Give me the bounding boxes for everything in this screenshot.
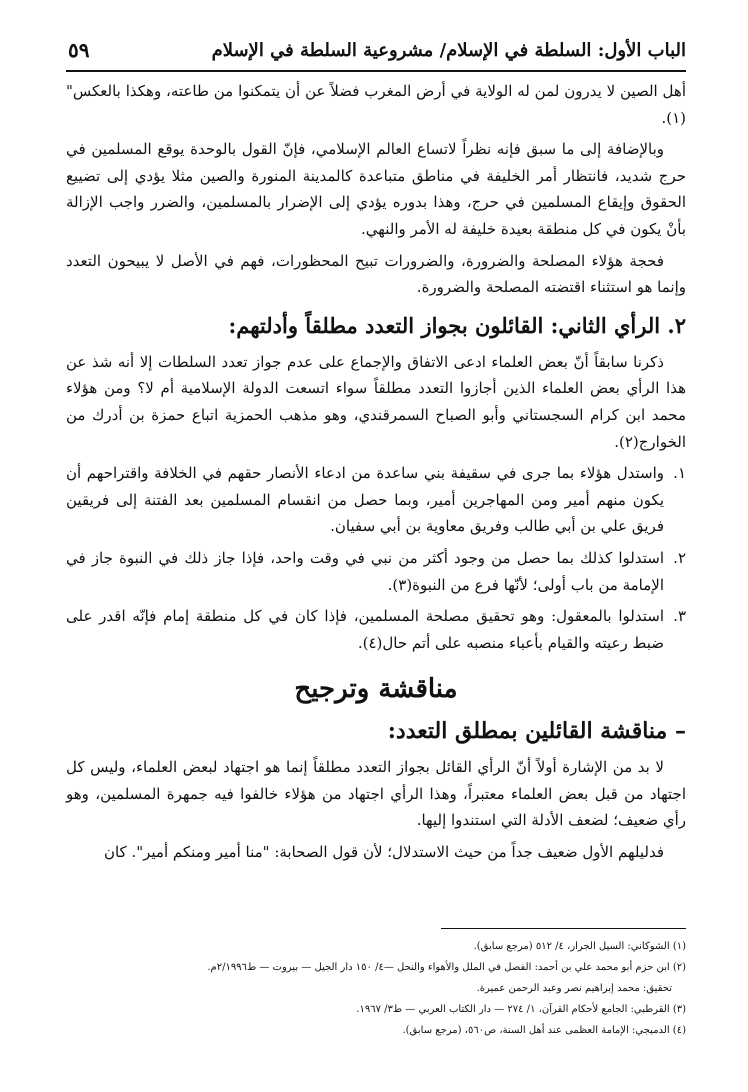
list-number: ٣.	[673, 607, 686, 626]
section-heading-discussion: مناقشة وترجيح	[294, 674, 458, 705]
paragraph-6: فدليلهم الأول ضعيف جداً من حيث الاستدلال؛ لأن قول الصحابة: "منا أمير ومنكم أمير". كان	[103, 843, 664, 862]
running-header	[68, 32, 686, 68]
section-heading-second-opinion: ٢. الرأي الثاني: القائلون بجواز التعدد مطلقاً وأدلتهم:	[228, 312, 686, 338]
header-rule	[66, 70, 686, 72]
paragraph-3: فحجة هؤلاء المصلحة والضرورة، والضرورات تبيح المحظورات، فهم في الأصل لا يبيحون التعدد وإنما هو استثناء اقتضته المصلحة والضرورة.	[66, 251, 686, 297]
page-number: ٥٩	[68, 38, 90, 62]
list-text: استدلوا بالمعقول: وهو تحقيق مصلحة المسلمين، فإذا كان في كل منطقة إمام فإنّه اقدر على ضبط رعيته والقيام بأعباء منصبه على أتم حال(٤).	[66, 607, 664, 652]
subsection-heading: – مناقشة القائلين بمطلق التعدد:	[387, 718, 686, 745]
paragraph-2: وبالإضافة إلى ما سبق فإنه نظراً لاتساع العالم الإسلامي، فإنّ القول بالوحدة يوقع المسلمين في حرج شديد، فانتظار أمر الخليفة في مناطق متباعدة كالمدينة المنورة والصين مثلا يؤدي إلى تضييع الحقوق وإيقاع المسلمين في حرج، وهذا بدوره يؤدي إلى الإضرار بالمسلمين، والضرر واجب الإزالة بأنْ يكون في كل منطقة بعيدة خليفة له الأمر والنهي.	[66, 140, 686, 238]
list-item	[66, 545, 686, 598]
footnote-2: (٢) ابن حزم أبو محمد علي بن أحمد: الفصل في الملل والأهواء والنحل —٤/ ١٥٠ دار الجيل — بيروت — ط٢/١٩٩٦م.	[207, 962, 686, 973]
list-number: ١.	[673, 464, 686, 483]
list-text: واستدل هؤلاء بما جرى في سقيفة بني ساعدة من ادعاء الأنصار حقهم في الخلافة واقتراحهم أن يكون منهم أمير ومن المهاجرين أمير، وبما حصل من انقسام المسلمين بعد الفتنة إلى فريقين فريق علي بن أبي طالب وفريق معاوية بن أبي سفيان.	[66, 464, 664, 536]
chapter-title: الباب الأول: السلطة في الإسلام/ مشروعية السلطة في الإسلام	[211, 39, 686, 61]
paragraph-5: لا بد من الإشارة أولاً أنّ الرأي القائل بجواز التعدد مطلقاً إنما هو اجتهاد لبعض العلماء، وليس كل اجتهاد من قبل بعض العلماء معتبراً، وهذا الرأي اجتهاد من هؤلاء خالفوا فيه جمهرة المسلمين، وهو رأي ضعيف؛ لضعف الأدلة التي استندوا إليها.	[66, 758, 686, 830]
main-text	[66, 78, 686, 871]
footnote-2-continued: تحقيق: محمد إبراهيم نصر وعبد الرحمن عميرة.	[476, 983, 672, 994]
paragraph-1: أهل الصين لا يدرون لمن له الولاية في أرض المغرب فضلاً عن أن يتمكنوا من طاعته، وهكذا بالعكس"(١).	[66, 82, 686, 127]
footnote-4: (٤) الدميجي: الإمامة العظمى عند أهل السنة، ص٥٦٠، (مرجع سابق).	[402, 1025, 686, 1036]
footnote-3: (٣) القرطبي: الجامع لأحكام القرآن، ١/ ٢٧٤ — دار الكتاب العربي — ط٣/ ١٩٦٧.	[356, 1004, 686, 1015]
footnote-rule	[441, 928, 686, 929]
footnotes	[66, 936, 686, 1041]
list-text: استدلوا كذلك بما حصل من وجود أكثر من نبي في وقت واحد، فإذا جاز ذلك في النبوة جاز في الإمامة من باب أولى؛ لأنّها فرع من النبوة(٣).	[66, 548, 664, 594]
footnote-1: (١) الشوكاني: السيل الجرار، ٤/ ٥١٢ (مرجع سابق).	[473, 941, 686, 952]
list-number: ٢.	[673, 548, 686, 567]
list-item	[66, 460, 686, 540]
evidence-list	[66, 460, 686, 656]
list-item	[66, 603, 686, 656]
paragraph-4: ذكرنا سابقاً أنّ بعض العلماء ادعى الاتفاق والإجماع على عدم جواز تعدد السلطات إلا أنه شذ عن هذا الرأي بعض العلماء الذين أجازوا التعدد مطلقاً سواء اتسعت الدولة الإسلامية أم لا؟ ومن هؤلاء محمد ابن كرام السجستاني وأبو الصباح السمرقندي، وهو مذهب الحمزية اتباع حمزة بن أدرك من الخوارج(٢).	[66, 352, 686, 451]
